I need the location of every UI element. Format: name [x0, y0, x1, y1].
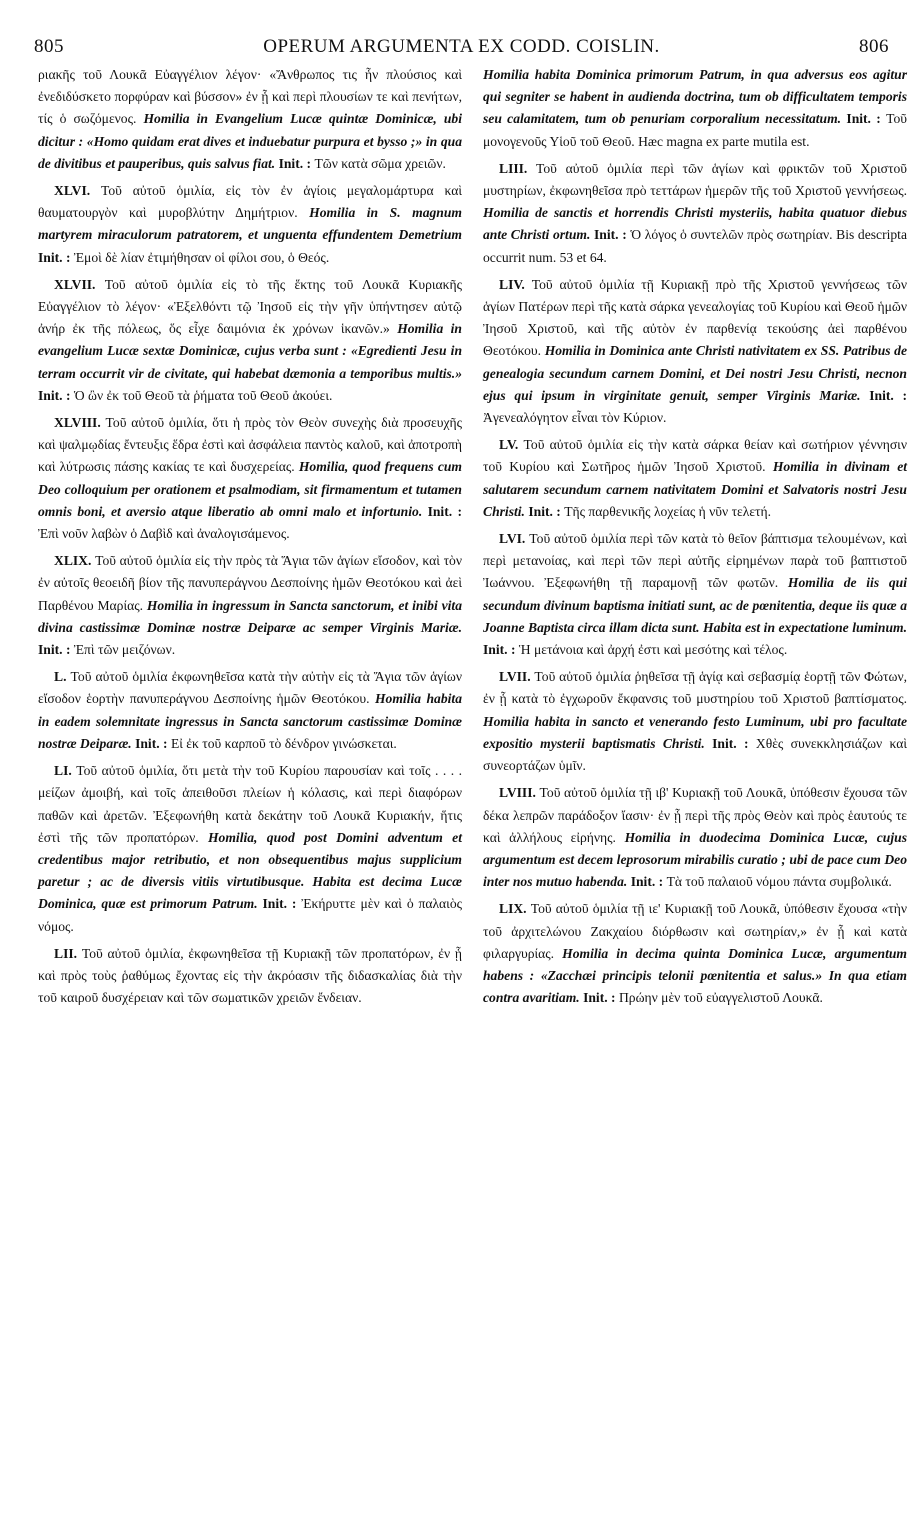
greek-title: Τοῦ αὐτοῦ ὁμιλία τῇ ιβ' Κυριακῇ τοῦ Λουκᾶ, ὑπόθεσιν ἔχουσα τῶν δέκα λεπρῶν παράδοξον ἴασιν· ἐν ᾗ περὶ τῆς πρὸς Θεὸν καὶ πρὸς ἑαυτούς τε καὶ ἀλλήλους εἰρήνης.	[483, 785, 907, 845]
incipit-label: Init. :	[278, 155, 312, 171]
entry-number: L.	[54, 669, 67, 685]
catalog-entry	[38, 64, 462, 175]
latin-title: Homilia in duodecima Dominica Lucæ, cujus argumentum est decem leprosorum mirabilis curatio ; ubi de pace cum Deo inter nos mutuo habenda.	[483, 829, 907, 890]
incipit-text: Ἀγενεαλόγητον εἶναι τὸν Κύριον.	[483, 410, 667, 426]
incipit-text: Ὁ ὢν ἐκ τοῦ Θεοῦ τὰ ῥήματα τοῦ Θεοῦ ἀκούει.	[73, 387, 333, 403]
entry-number: XLVIII.	[54, 415, 101, 431]
greek-title: Τοῦ αὐτοῦ ὁμιλία, ἐκφωνηθεῖσα τῇ Κυριακῇ τῶν προπατόρων, ἐν ᾗ καὶ πρὸς τοὺς ῥαθύμως ἔχοντας εἰς τὴν ἀκρόασιν τῆς διδασκαλίας διὰ τὴν τοῦ καιροῦ δυσχέρειαν καὶ τῶν σωματικῶν χρειῶν ἔνδειαν.	[38, 945, 462, 1006]
incipit-label: Init. :	[846, 111, 881, 127]
greek-title: Τοῦ αὐτοῦ ὁμιλία εἰς τὴν πρὸς τὰ Ἅγια τῶν ἁγίων εἴσοδον, καὶ τὸν ἐν αὐτοῖς θεοειδῆ βίον τῆς πανυπεράγνου Δεσποίνης ἡμῶν Θεοτόκου καὶ ἀεὶ Παρθένου Μαρίας.	[38, 553, 463, 613]
latin-title: Homilia in evangelium Lucæ sextæ Dominicæ, cujus verba sunt : «Egredienti Jesu in terram occurrit vir de civitate, qui habebat dæmonia a temporibus multis.»	[38, 321, 462, 381]
entry-note: Bis descripta occurrit num. 53 et 64.	[483, 227, 907, 265]
entry-number: LII.	[54, 945, 78, 961]
catalog-entry	[38, 274, 462, 407]
incipit-text: Τὰ τοῦ παλαιοῦ νόμου πάντα συμβολικά.	[666, 874, 892, 890]
greek-title: Τοῦ αὐτοῦ ὁμιλία ἐκφωνηθεῖσα κατὰ τὴν αὐτὴν εἰς τὰ Ἅγια τῶν ἁγίων εἴσοδον ἑορτὴν πανυπεράγνου Δεσποίνης ἡμῶν Θεοτόκου.	[38, 669, 462, 707]
incipit-label: Init. :	[38, 387, 71, 403]
incipit-label: Init. :	[262, 896, 297, 912]
entry-number: LV.	[499, 437, 519, 453]
incipit-text: Ἡ μετάνοια καὶ ἀρχή ἐστι καὶ μεσότης καὶ τέλος.	[518, 642, 788, 658]
catalog-entry	[38, 760, 462, 938]
incipit-text: Χθὲς συνεκκλησιάζων καὶ συνεορτάζων ὑμῖν.	[483, 735, 908, 774]
catalog-entry	[483, 666, 907, 777]
entry-number: LIV.	[499, 276, 525, 292]
entry-number: LVI.	[499, 531, 526, 547]
greek-title: Τοῦ αὐτοῦ ὁμιλία εἰς τὸ τῆς ἕκτης τοῦ Λουκᾶ Κυριακῆς Εὐαγγέλιον τὸ λέγον· «Ἐξελθόντι τῷ Ἰησοῦ εἰς τὴν γῆν ὑπήντησεν αὐτῷ ἀνήρ ἐκ τῆς πόλεως, ὅς εἶχε δαιμόνια ἐκ χρόνων ἱκανῶν.»	[38, 276, 462, 337]
greek-title: Τοῦ αὐτοῦ ὁμιλία, ὅτι μετὰ τὴν τοῦ Κυρίου παρουσίαν καὶ τοῖς . . . . μείζων ἀμοιβή, καὶ τοῖς ἀπειθοῦσι πλείων ἡ κόλασις, καὶ περὶ διαφόρων παθῶν καὶ ἀρετῶν. Ἐξεφωνήθη κατὰ δεκάτην τοῦ Λουκᾶ Κυριακήν, ἥτις ἐστὶ τῆς τῶν προπατόρων.	[38, 763, 462, 845]
latin-title: Homilia in decima quinta Dominica Lucæ, argumentum habens : «Zacchæi principis telonii pœnitentia et salus.» In qua etiam contra avaritiam.	[483, 945, 907, 1006]
entry-number: LIX.	[499, 901, 527, 917]
catalog-entry	[483, 898, 907, 1009]
catalog-entry	[38, 550, 462, 661]
incipit-label: Init. :	[869, 387, 907, 403]
latin-title: Homilia in ingressum in Sancta sanctorum, et inibi vita divina castissimæ Dominæ nostræ Deiparæ ac semper Virginis Mariæ.	[38, 597, 462, 635]
incipit-label: Init. :	[528, 503, 561, 519]
latin-title: Homilia in Dominica ante Christi nativitatem ex SS. Patribus de genealogia secundum carnem Domini, et Dei nostri Jesu Christi, necnon ejus qui ipsum in virginitate genuit, semper Virginis Mariæ.	[483, 343, 907, 403]
latin-title: Homilia habita Dominica primorum Patrum, in qua adversus eos agitur qui segniter se habent in audienda doctrina, tum ob difficultatem temporis seu calamitatem, tum ob penuriam corporalium necessitatum.	[483, 67, 907, 127]
catalog-entry	[483, 782, 907, 893]
catalog-entry	[38, 180, 462, 269]
latin-title: Homilia, quod frequens cum Deo colloquium per orationem et psalmodiam, sit firmamentum et tutamen omnis boni, et aversio atque liberatio ab omni malo et infortunio.	[38, 459, 462, 519]
catalog-entry	[483, 528, 907, 661]
incipit-label: Init. :	[483, 642, 516, 658]
incipit-text: Εἰ ἐκ τοῦ καρποῦ τὸ δένδρον γινώσκεται.	[170, 735, 397, 751]
catalog-entry	[483, 274, 907, 429]
incipit-label: Init. :	[594, 227, 627, 243]
greek-title: Τοῦ αὐτοῦ ὁμιλία, εἰς τὸν ἐν ἁγίοις μεγαλομάρτυρα καὶ θαυματουργὸν καὶ μυροβλύτην Δημήτριον.	[38, 183, 462, 221]
running-header	[34, 36, 889, 58]
incipit-text: Τῆς παρθενικῆς λοχείας ἡ νῦν τελετή.	[564, 503, 772, 519]
right-column	[483, 64, 907, 1014]
greek-title: Τοῦ αὐτοῦ ὁμιλία τῇ Κυριακῇ πρὸ τῆς Χριστοῦ γεννήσεως τῶν ἁγίων Πατέρων περὶ τῆς κατὰ σάρκα γενεαλογίας τοῦ Κυρίου καὶ Θεοῦ ἡμῶν Ἰησοῦ Χριστοῦ, καὶ τῆς αὐτὸν ἐν παρθενίᾳ τεκούσης ἀεὶ παρθένου Θεοτόκου.	[483, 276, 907, 359]
greek-title: Τοῦ αὐτοῦ ὁμιλία, ὅτι ἡ πρὸς τὸν Θεὸν συνεχὴς διὰ προσευχῆς καὶ ψαλμῳδίας ἔντευξις ἕδρα ἐστὶ καὶ ἀσφάλεια παντὸς καλοῦ, καὶ ἀποτροπὴ καὶ λύτρωσις πάσης κακίας τε καὶ δυσχερείας.	[38, 415, 462, 475]
latin-title: Homilia de sanctis et horrendis Christi mysteriis, habita quatuor diebus ante Christi ortum.	[483, 205, 907, 243]
greek-title: Τοῦ αὐτοῦ ὁμιλία περὶ τῶν ἁγίων καὶ φρικτῶν τοῦ Χριστοῦ μυστηρίων, ἐκφωνηθεῖσα πρὸ τεττάρων ἡμερῶν τῆς τοῦ Χριστοῦ γεννήσεως.	[483, 160, 908, 199]
entry-number: LI.	[54, 763, 72, 779]
latin-title: Homilia, quod post Domini adventum et credentibus major retributio, et non obsequentibus majus supplicium paretur ; ac de diversis vitiis virtutibusque. Habita est decima Lucæ Dominica, quæ est primorum Patrum.	[38, 829, 462, 912]
page-title: OPERUM ARGUMENTA EX CODD. COISLIN.	[263, 36, 660, 57]
incipit-text: Τῶν κατὰ σῶμα χρειῶν.	[314, 155, 446, 171]
incipit-label: Init. :	[630, 874, 664, 890]
greek-title: Τοῦ αὐτοῦ ὁμιλία τῇ ιε' Κυριακῇ τοῦ Λουκᾶ, ὑπόθεσιν ἔχουσα «τὴν τοῦ ἀρχιτελώνου Ζακχαίου διόρθωσιν καὶ σωτηρίαν,» ἐν ᾗ καὶ κατὰ φιλαργυρίας.	[483, 901, 907, 961]
incipit-label: Init. :	[583, 990, 616, 1006]
greek-title: ριακῆς τοῦ Λουκᾶ Εὐαγγέλιον λέγον· «Ἄνθρωπος τις ἦν πλούσιος καὶ ἐνεδιδύσκετο πορφύραν καὶ βύσσον» ἐν ᾗ καὶ περὶ πλουσίων τε καὶ πενήτων, τίς ὁ σωζόμενος.	[38, 67, 462, 127]
page-number-right: 806	[859, 36, 889, 57]
latin-title: Homilia in divinam et salutarem secundum carnem nativitatem Domini et Salvatoris nostri Jesu Christi.	[483, 459, 908, 519]
greek-title: Τοῦ αὐτοῦ ὁμιλία περὶ τῶν κατὰ τὸ θεῖον βάπτισμα τελουμένων, καὶ περὶ μετανοίας, καὶ περὶ τῶν περὶ αὐτῆς εἰρημένων παρὰ τοῦ βαπτιστοῦ Ἰωάννου. Ἐξεφωνήθη τῇ παραμονῇ τῶν φωτῶν.	[483, 531, 907, 591]
left-column	[38, 64, 462, 1014]
catalog-entry	[483, 158, 907, 269]
greek-title: Τοῦ αὐτοῦ ὁμιλία ῥηθεῖσα τῇ ἁγίᾳ καὶ σεβασμίᾳ ἑορτῇ τῶν Φώτων, ἐν ᾗ κατὰ τὸ ἐγχωροῦν ἔκφανσις τοῦ μυστηρίου τοῦ Χριστοῦ βαπτίσματος.	[483, 669, 907, 707]
catalog-entry	[483, 434, 907, 523]
incipit-label: Init. :	[135, 735, 168, 751]
incipit-label: Init. :	[38, 249, 71, 265]
entry-note: Hæc magna ex parte mutila est.	[638, 133, 810, 149]
entry-number: XLVI.	[54, 183, 91, 199]
latin-title: Homilia habita in eadem solemnitate ingressus in Sancta sanctorum castissimæ Dominæ nostræ Deiparæ.	[38, 691, 462, 751]
incipit-text: Ἐμοὶ δὲ λίαν ἐτιμήθησαν οἱ φίλοι σου, ὁ Θεός.	[73, 249, 330, 265]
incipit-text: Τοῦ μονογενοῦς Υἱοῦ τοῦ Θεοῦ.	[483, 111, 908, 149]
incipit-text: Πρώην μὲν τοῦ εὐαγγελιστοῦ Λουκᾶ.	[618, 990, 823, 1006]
latin-title: Homilia in S. magnum martyrem miraculorum patratorem, et unguenta effundentem Demetrium	[38, 205, 462, 243]
catalog-entry	[38, 666, 462, 755]
incipit-label: Init. :	[712, 735, 749, 751]
entry-number: LVIII.	[499, 785, 536, 801]
latin-title: Homilia de iis qui secundum divinum baptisma initiati sunt, ac de pœnitentia, deque iis quæ a Joanne Baptista circa illam dicta sunt. Habita est in expectatione luminum.	[483, 575, 907, 635]
entry-number: XLIX.	[54, 553, 92, 569]
entry-number: XLVII.	[54, 276, 96, 292]
incipit-text: Ἐπὶ νοῦν λαβὼν ὁ Δαβὶδ καὶ ἀναλογισάμενος.	[38, 526, 290, 542]
incipit-text: Ὁ λόγος ὁ συντελῶν πρὸς σωτηρίαν.	[630, 227, 833, 243]
entry-number: LVII.	[499, 669, 531, 685]
page-number-left: 805	[34, 36, 64, 57]
incipit-text: Ἐπὶ τῶν μειζόνων.	[73, 642, 176, 658]
incipit-label: Init. :	[38, 642, 71, 658]
greek-title: Τοῦ αὐτοῦ ὁμιλία εἰς τὴν κατὰ σάρκα θείαν καὶ σωτήριον γέννησιν τοῦ Κυρίου καὶ Σωτῆρος ἡμῶν Ἰησοῦ Χριστοῦ.	[483, 437, 907, 475]
incipit-text: Ἐκήρυττε μὲν καὶ ὁ παλαιὸς νόμος.	[38, 896, 463, 934]
latin-title: Homilia in Evangelium Lucæ quintæ Dominicæ, ubi dicitur : «Homo quidam erat dives et induebatur purpura et bysso ;» in qua de divitibus et pauperibus, quis salvus fiat.	[38, 111, 462, 171]
catalog-entry	[38, 412, 462, 545]
catalog-entry	[483, 64, 907, 153]
catalog-entry	[38, 943, 462, 1010]
latin-title: Homilia habita in sancto et venerando festo Luminum, ubi pro facultate expositio mysterii baptismatis Christi.	[483, 713, 907, 751]
incipit-label: Init. :	[427, 503, 462, 519]
entry-number: LIII.	[499, 160, 528, 176]
